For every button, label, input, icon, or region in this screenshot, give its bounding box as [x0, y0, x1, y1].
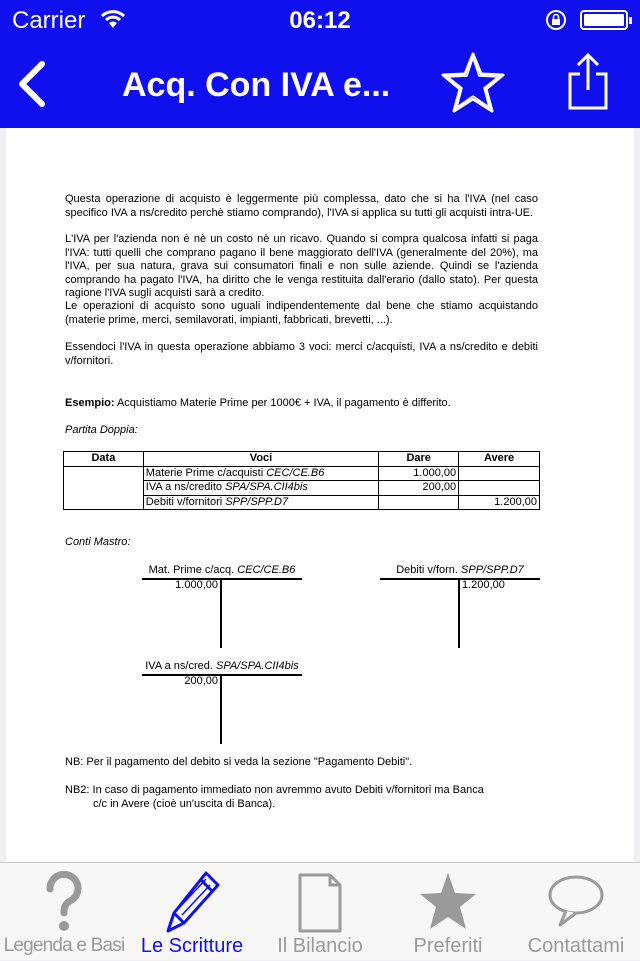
- tab-label: Contattami: [527, 935, 625, 957]
- battery-icon: [580, 10, 628, 30]
- table-cell-voce: Debiti v/fornitori SPP/SPP.D7: [143, 495, 378, 510]
- nb2-note-line2: c/c in Avere (cioè un'uscita di Banca).: [93, 798, 276, 810]
- carrier-label: Carrier: [12, 7, 86, 34]
- t-account-avere: 1.200,00: [462, 579, 505, 591]
- tab-label: Il Bilancio: [277, 935, 363, 957]
- operations-paragraph: Le operazioni di acquisto sono uguali indipendentemente dal bene che stiamo acquistando (materie prime, merci, semilavorati, impianti, fabbricati, brevetti, ...).: [65, 300, 538, 326]
- tab-contattami[interactable]: [512, 863, 640, 961]
- share-icon[interactable]: [564, 52, 612, 112]
- nav-title: Acq. Con IVA e...: [122, 66, 391, 104]
- intro-paragraph: Questa operazione di acquisto è leggermente più complessa, dato che si ha l'IVA (nel caso specifico IVA a ns/credito perchè stiamo comprando), l'IVA si applica su tutti gli acquisti intra-UE.: [65, 193, 538, 219]
- tab-il-bilancio[interactable]: [256, 863, 384, 961]
- star-icon: [418, 869, 478, 935]
- speech-bubble-icon: [546, 869, 606, 935]
- table-header-row: [64, 452, 540, 467]
- favorite-star-icon[interactable]: [440, 50, 506, 116]
- table-cell-avere: [459, 466, 540, 481]
- tab-label: Preferiti: [413, 935, 483, 957]
- tab-legenda-e-basi[interactable]: [0, 863, 128, 961]
- example-label: Esempio:: [65, 397, 115, 409]
- table-cell-data: [64, 466, 144, 510]
- status-bar: [0, 0, 640, 40]
- t-account-title: Debiti v/forn. SPP/SPP.D7: [396, 564, 524, 576]
- document-page: [6, 128, 634, 862]
- table-cell-dare: 200,00: [379, 481, 459, 496]
- pencil-icon: [162, 869, 222, 935]
- status-time: 06:12: [289, 7, 351, 34]
- t-account-dare: 1.000,00: [175, 579, 218, 591]
- table-row: [64, 466, 540, 481]
- conti-mastro-label: Conti Mastro:: [65, 536, 131, 548]
- tab-bar: [0, 862, 640, 960]
- document-viewer[interactable]: [0, 128, 640, 862]
- t-account-title: Mat. Prime c/acq. CEC/CE.B6: [148, 564, 296, 576]
- nb2-note-line1: NB2: In caso di pagamento immediato non avremmo avuto Debiti v/fornitori ma Banca: [65, 784, 484, 796]
- col-header-dare: Dare: [379, 452, 459, 467]
- tab-label: Le Scritture: [140, 935, 244, 957]
- table-cell-voce: Materie Prime c/acquisti CEC/CE.B6: [143, 466, 378, 481]
- t-account-debiti-fornitori: [380, 564, 540, 648]
- table-cell-voce: IVA a ns/credito SPA/SPA.CII4bis: [143, 481, 378, 496]
- partita-doppia-label: Partita Doppia:: [65, 424, 138, 436]
- table-cell-avere: 1.200,00: [459, 495, 540, 510]
- document-icon: [290, 869, 350, 935]
- navigation-bar: [0, 40, 640, 128]
- tab-preferiti[interactable]: [384, 863, 512, 961]
- table-cell-dare: 1.000,00: [379, 466, 459, 481]
- tab-label: Legenda e Basi: [3, 935, 125, 956]
- iva-paragraph: L'IVA per l'azienda non è nè un costo nè un ricavo. Quando si compra qualcosa infatti si paga l'IVA: tutti quelli che comprano pagano il bene maggiorato dell'IVA (generalmente del 20%), ma l'IVA, per sua natura, grava sui consumatori finali e non sulle aziende. Quindi se l'azienda comprando ha pagato l'IVA, ha diritto che le venga restituita dall'erario (dallo stato). Per questa ragione l'IVA sugli acquisti sarà a credito.: [65, 233, 538, 299]
- t-account-dare: 200,00: [184, 675, 218, 687]
- voci-paragraph: Essendoci l'IVA in questa operazione abbiamo 3 voci: merci c/acquisti, IVA a ns/credito e debiti v/fornitori.: [65, 341, 538, 367]
- tab-le-scritture[interactable]: [128, 863, 256, 961]
- partita-doppia-table: [63, 451, 540, 510]
- rotation-lock-icon: [544, 9, 568, 31]
- question-icon: [34, 869, 94, 935]
- table-cell-avere: [459, 481, 540, 496]
- table-cell-dare: [379, 495, 459, 510]
- back-chevron-icon[interactable]: [12, 58, 52, 110]
- col-header-voci: Voci: [143, 452, 378, 467]
- col-header-data: Data: [64, 452, 144, 467]
- col-header-avere: Avere: [459, 452, 540, 467]
- nb-note: NB: Per il pagamento del debito si veda la sezione "Pagamento Debiti".: [65, 756, 413, 768]
- t-account-iva-credito: [142, 660, 302, 744]
- t-account-materie-prime: [142, 564, 302, 648]
- example-line: [65, 397, 538, 411]
- t-account-title: IVA a ns/cred. SPA/SPA.CII4bis: [145, 660, 299, 672]
- example-text: Acquistiamo Materie Prime per 1000€ + IVA, il pagamento è differito.: [114, 397, 451, 409]
